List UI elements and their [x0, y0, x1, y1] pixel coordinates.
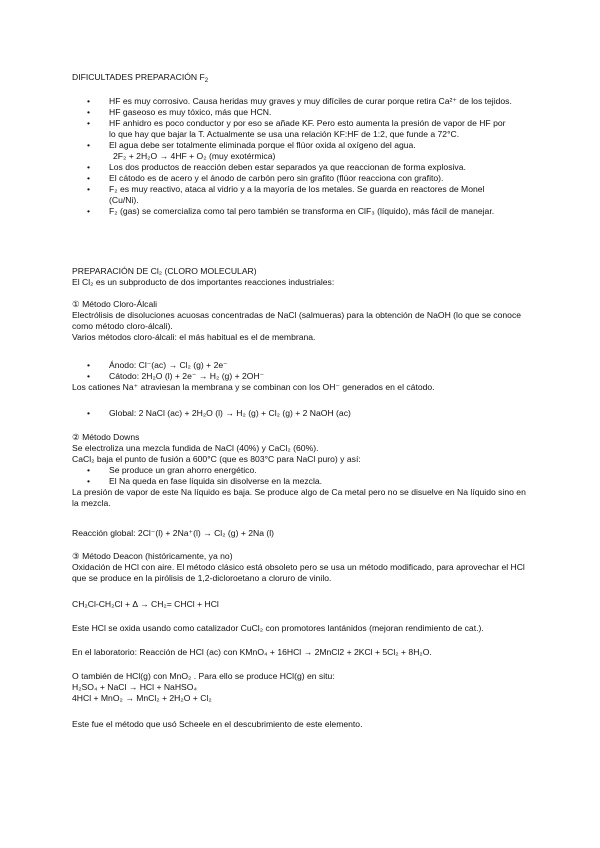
- bullet-icon: •: [87, 408, 91, 418]
- bullet-icon: •: [87, 107, 91, 117]
- list-item: [72, 173, 512, 184]
- method-chloro-alkali: [72, 299, 532, 343]
- chlorine-section: [72, 266, 532, 288]
- lab-alternative: [72, 671, 532, 704]
- deacon-reaction: [72, 599, 532, 610]
- list-item: [72, 408, 532, 419]
- method2-text3: La presión de vapor de este Na líquido es baja. Se produce algo de Ca metal pero no se disuelve en Na líquido sino en la mezcla.: [72, 487, 526, 508]
- bullet-icon: •: [87, 162, 91, 172]
- method2-text2: CaCl₂ baja el punto de fusión a 600°C (que es 803°C para NaCl puro) y así:: [72, 454, 361, 464]
- method-downs: [72, 432, 532, 509]
- list-item: [72, 118, 512, 140]
- section2-intro: El Cl₂ es un subproducto de dos importantes reacciones industriales:: [72, 277, 335, 287]
- list-item: [72, 162, 512, 173]
- global-reaction-chloro-alkali: [72, 408, 532, 419]
- section-title-fluorine: [72, 72, 532, 83]
- list-item-text: HF anhidro es poco conductor y por eso se añade KF. Pero esto aumenta la presión de vapor de HF por lo que hay que bajar la T. Actualmente se usa una relación KF:HF de 1:2, que funde a 72°C.: [109, 118, 506, 139]
- bullet-icon: •: [87, 184, 91, 194]
- list-item: [72, 465, 532, 476]
- anode-reaction: Ánodo: Cl⁻(ac) → Cl₂ (g) + 2e⁻: [109, 360, 228, 370]
- downs-benefit-1: Se produce un gran ahorro energético.: [109, 465, 257, 475]
- bullet-icon: •: [87, 118, 91, 128]
- method2-text1: Se electroliza una mezcla fundida de NaCl (40%) y CaCl₂ (60%).: [72, 443, 319, 453]
- downs-global-reaction: [72, 528, 532, 539]
- scheele-text: Este fue el método que usó Scheele en el descubrimiento de este elemento.: [72, 719, 363, 729]
- lab-reaction-2: 4HCl + MnO₂ → MnCl₂ + 2H₂O + Cl₂: [72, 693, 212, 703]
- global-reaction: Global: 2 NaCl (ac) + 2H₂O (l) → H₂ (g) + Cl₂ (g) + 2 NaOH (ac): [109, 408, 351, 418]
- bullet-icon: •: [87, 206, 91, 216]
- list-item: [72, 476, 532, 487]
- method2-title: ② Método Downs: [72, 432, 140, 442]
- fluorine-difficulties-list: [72, 96, 512, 217]
- bullet-icon: •: [87, 465, 91, 475]
- list-item-text: F₂ es muy reactivo, ataca al vidrio y a la mayoría de los metales. Se guarda en reactores de Monel (Cu/Ni).: [109, 184, 485, 205]
- list-item: [72, 360, 532, 371]
- list-item-text: HF gaseoso es muy tóxico, más que HCN.: [109, 107, 272, 117]
- method2-global: Reacción global: 2Cl⁻(l) + 2Na⁺(l) → Cl₂ (g) + 2Na (l): [72, 528, 275, 538]
- reaction-text: 2F₂ + 2H₂O → 4HF + O₂ (muy exotérmica): [113, 151, 276, 161]
- lab-text: En el laboratorio: Reacción de HCl (ac) con KMnO₄ + 16HCl → 2MnCl2 + 2KCl + 5Cl₂ + 8H₂O.: [72, 647, 432, 657]
- list-item: [72, 96, 512, 107]
- section1-title: DIFICULTADES PREPARACIÓN F: [72, 72, 205, 82]
- deacon-catalyst: [72, 623, 532, 634]
- list-item: [72, 184, 512, 206]
- list-item-text: F₂ (gas) se comercializa como tal pero también se transforma en ClF₃ (líquido), más fácil de manejar.: [109, 206, 495, 216]
- bullet-icon: •: [87, 476, 91, 486]
- method1-title: ① Método Cloro-Álcali: [72, 299, 158, 309]
- water-reaction-line: [72, 151, 512, 162]
- list-item-text: Los dos productos de reacción deben estar separados ya que reaccionan de forma explosiva.: [109, 162, 466, 172]
- bullet-icon: •: [87, 371, 91, 381]
- list-item: [72, 140, 512, 151]
- lab-reaction-1: H₂SO₄ + NaCl → HCl + NaHSO₄: [72, 682, 197, 692]
- list-item-text: El cátodo es de acero y el ánodo de carbón pero sin grafito (flúor reacciona con grafito).: [109, 173, 444, 183]
- method3-text2: Este HCl se oxida usando como catalizador CuCl₂ con promotores lantánidos (mejoran rendimiento de cat.).: [72, 623, 484, 633]
- bullet-icon: •: [87, 360, 91, 370]
- method3-title: ③ Método Deacon (históricamente, ya no): [72, 551, 233, 561]
- section2-title: PREPARACIÓN DE Cl₂ (CLORO MOLECULAR): [72, 266, 257, 276]
- bullet-icon: •: [87, 173, 91, 183]
- method1-text2: Varios métodos cloro-álcali: el más habitual es el de membrana.: [72, 332, 316, 342]
- electrode-reactions: [72, 360, 532, 393]
- method-deacon: [72, 551, 532, 584]
- section1-title-subscript: 2: [204, 78, 209, 84]
- list-item-text: El agua debe ser totalmente eliminada porque el flúor oxida al oxígeno del agua.: [109, 140, 416, 150]
- lab-method: [72, 647, 532, 658]
- list-item: [72, 206, 512, 217]
- bullet-icon: •: [87, 140, 91, 150]
- bullet-icon: •: [87, 96, 91, 106]
- list-item: [72, 107, 512, 118]
- cathode-reaction: Cátodo: 2H₂O (l) + 2e⁻ → H₂ (g) + 2OH⁻: [109, 371, 265, 381]
- downs-benefit-2: El Na queda en fase líquida sin disolverse en la mezcla.: [109, 476, 323, 486]
- scheele-note: [72, 719, 532, 730]
- method1-text1: Electrólisis de disoluciones acuosas concentradas de NaCl (salmueras) para la obtención de NaOH (lo que se conoce como método cloro-álcali).: [72, 310, 522, 331]
- list-item-text: HF es muy corrosivo. Causa heridas muy graves y muy difíciles de curar porque retira Ca²⁺ de los tejidos.: [109, 96, 512, 106]
- method1-text3: Los cationes Na⁺ atraviesan la membrana y se combinan con los OH⁻ generados en el cátodo.: [72, 382, 435, 392]
- lab-alt-text: O también de HCl(g) con MnO₂ . Para ello se produce HCl(g) en situ:: [72, 671, 335, 681]
- method3-reaction: CH₂Cl-CH₂Cl + Δ → CH₂= CHCl + HCl: [72, 599, 219, 609]
- method3-text1: Oxidación de HCl con aire. El método clásico está obsoleto pero se usa un método modificado, para aprovechar el HCl que se produce en la pirólisis de 1,2-dicloroetano a cloruro de vinilo.: [72, 562, 525, 583]
- list-item: [72, 371, 532, 382]
